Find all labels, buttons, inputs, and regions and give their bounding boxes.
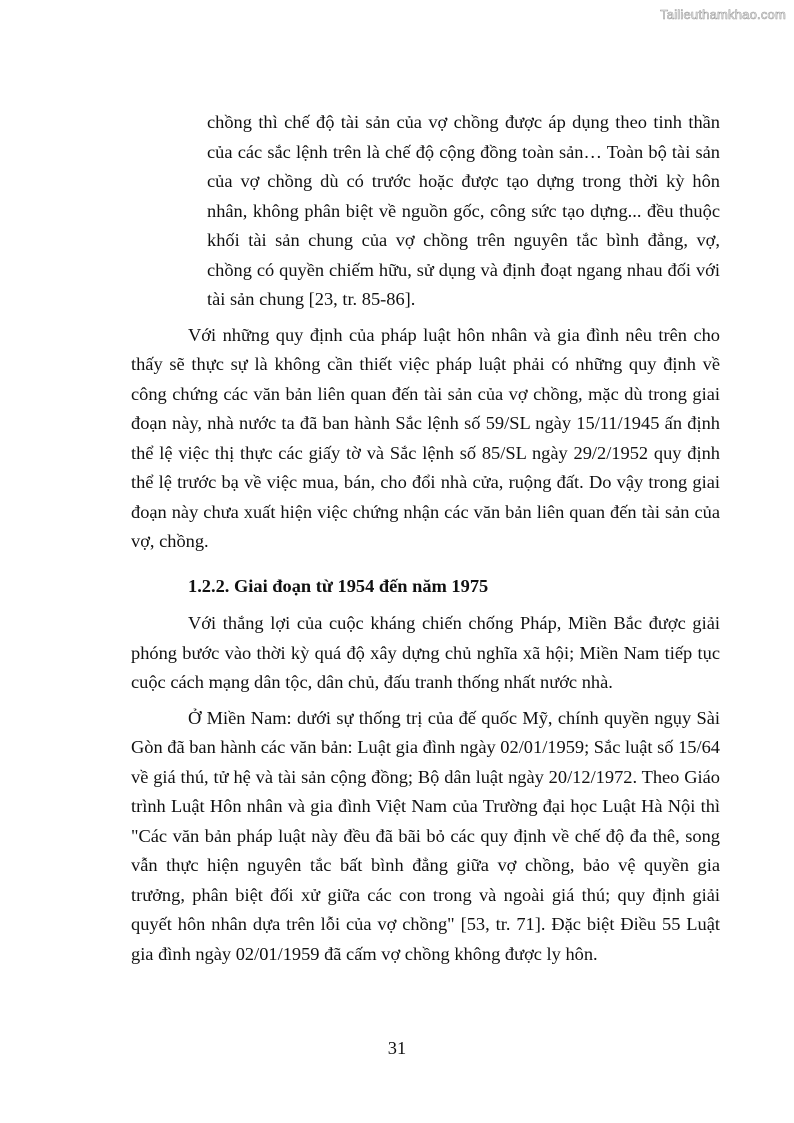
section-heading: 1.2.2. Giai đoạn từ 1954 đến năm 1975 <box>188 575 489 596</box>
page-body <box>131 108 720 969</box>
block-quote: chồng thì chế độ tài sản của vợ chồng được áp dụng theo tinh thần của các sắc lệnh trên là chế độ cộng đồng toàn sản… Toàn bộ tài sản của vợ chồng dù có trước hoặc được tạo dựng trong thời kỳ hôn nhân, không phân biệt về nguồn gốc, công sức tạo dựng... đều thuộc khối tài sản chung của vợ chồng trên nguyên tắc bình đẳng, vợ, chồng có quyền chiếm hữu, sử dụng và định đoạt ngang nhau đối với tài sản chung [23, tr. 85-86]. <box>207 112 720 309</box>
paragraph: Với những quy định của pháp luật hôn nhân và gia đình nêu trên cho thấy sẽ thực sự là không cần thiết việc pháp luật phải có những quy định về công chứng các văn bản liên quan đến tài sản của vợ chồng, mặc dù trong giai đoạn này, nhà nước ta đã ban hành Sắc lệnh số 59/SL ngày 15/11/1945 ấn định thể lệ việc thị thực các giấy tờ và Sắc lệnh số 85/SL ngày 29/2/1952 quy định thể lệ trước bạ về việc mua, bán, cho đổi nhà cửa, ruộng đất. Do vậy trong giai đoạn này chưa xuất hiện việc chứng nhận các văn bản liên quan đến tài sản của vợ, chồng. <box>131 324 720 551</box>
paragraph: Với thắng lợi của cuộc kháng chiến chống Pháp, Miền Bắc được giải phóng bước vào thời kỳ quá độ xây dựng chủ nghĩa xã hội; Miền Nam tiếp tục cuộc cách mạng dân tộc, dân chủ, đấu tranh thống nhất nước nhà. <box>131 613 720 692</box>
paragraph: Ở Miền Nam: dưới sự thống trị của đế quốc Mỹ, chính quyền ngụy Sài Gòn đã ban hành các văn bản: Luật gia đình ngày 02/01/1959; Sắc luật số 15/64 về giá thú, tử hệ và tài sản cộng đồng; Bộ dân luật ngày 20/12/1972. Theo Giáo trình Luật Hôn nhân và gia đình Việt Nam của Trường đại học Luật Hà Nội thì "Các văn bản pháp luật này đều đã bãi bỏ các quy định về chế độ đa thê, song vẫn thực hiện nguyên tắc bất bình đẳng giữa vợ chồng, bảo vệ quyền gia trưởng, phân biệt đối xử giữa các con trong và ngoài giá thú; quy định giải quyết hôn nhân dựa trên lỗi của vợ chồng" [53, tr. 71]. Đặc biệt Điều 55 Luật gia đình ngày 02/01/1959 đã cấm vợ chồng không được ly hôn. <box>131 707 720 964</box>
watermark: Tailieuthamkhao.com <box>660 7 786 22</box>
page-number: 31 <box>387 1038 407 1058</box>
